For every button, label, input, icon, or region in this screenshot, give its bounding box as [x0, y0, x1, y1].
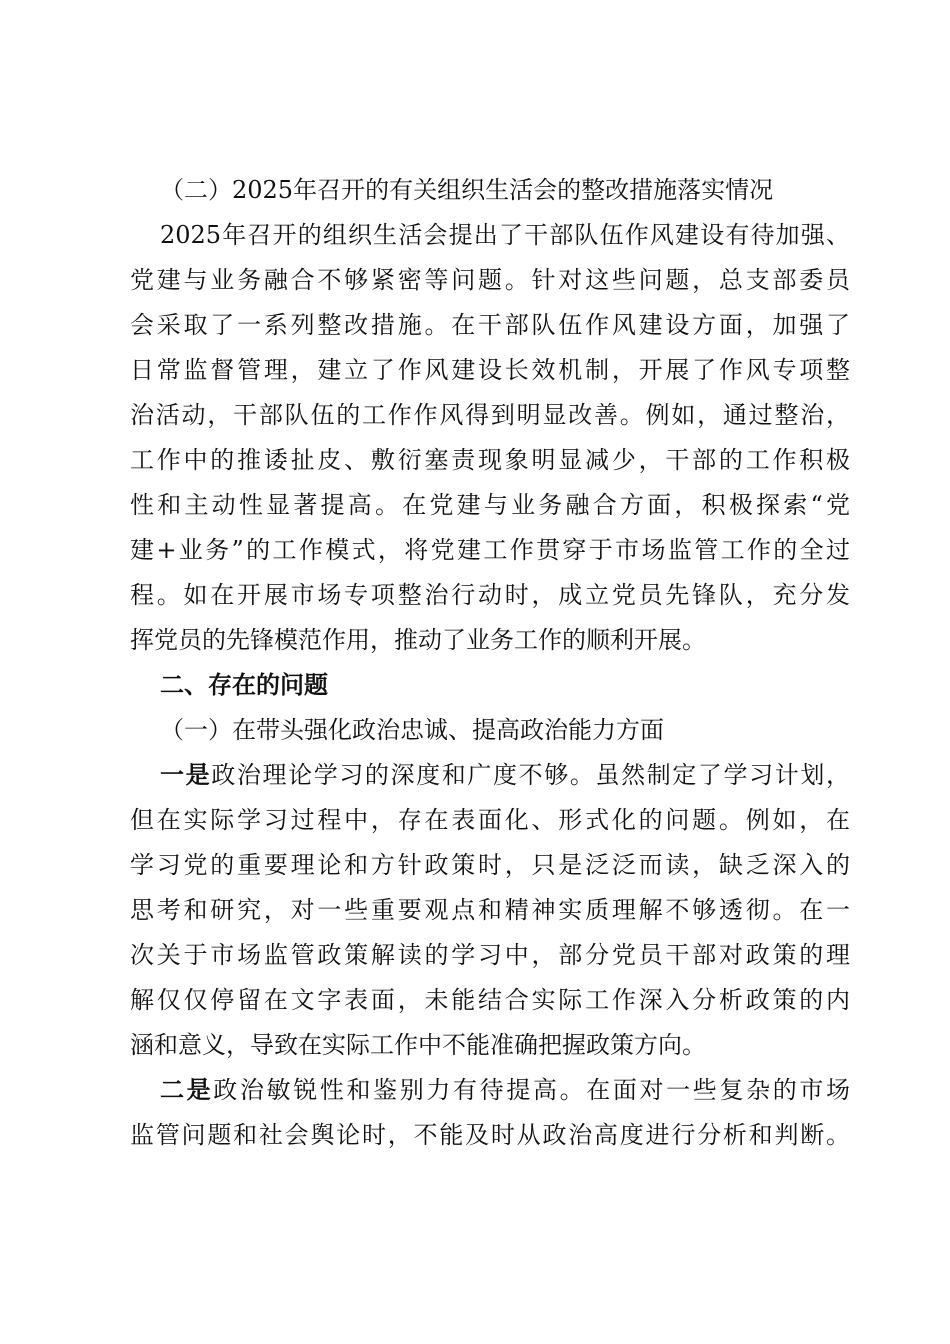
paragraph-line: 治活动，干部队伍的工作作风得到明显改善。例如，通过整治，	[130, 401, 850, 429]
paragraph-point-two	[130, 1068, 850, 1158]
paragraph-line: 学习党的重要理论和方针政策时，只是泛泛而读，缺乏深入的	[130, 851, 850, 879]
paragraph-line-text: 政治理论学习的深度和广度不够。虽然制定了学习计划，	[211, 761, 851, 789]
paragraph-line-text: 政治敏锐性和鉴别力有待提高。在面对一些复杂的市场	[213, 1076, 850, 1104]
section-title: （二）2025年召开的有关组织生活会的整改措施落实情况	[160, 176, 774, 204]
paragraph-line: 性和主动性显著提高。在党建与业务融合方面，积极探索“党	[130, 491, 850, 519]
subheading-political-loyalty: （一）在带头强化政治忠诚、提高政治能力方面	[160, 716, 664, 744]
paragraph-line: 党建与业务融合不够紧密等问题。针对这些问题，总支部委员	[130, 266, 850, 294]
paragraph-rectification	[130, 213, 850, 663]
paragraph-line: 涵和意义，导致在实际工作中不能准确把握政策方向。	[130, 1031, 706, 1059]
paragraph-line: 但在实际学习过程中，存在表面化、形式化的问题。例如，在	[130, 806, 850, 834]
paragraph-point-one	[130, 753, 850, 1068]
point-prefix: 一是	[160, 761, 212, 789]
paragraph-line	[130, 1068, 850, 1113]
paragraph-line: 程。如在开展市场专项整治行动时，成立党员先锋队，充分发	[130, 581, 850, 609]
paragraph-line: 解仅仅停留在文字表面，未能结合实际工作深入分析政策的内	[130, 986, 850, 1014]
paragraph-line: 工作中的推诿扯皮、敷衍塞责现象明显减少，干部的工作积极	[130, 446, 850, 474]
paragraph-line	[130, 753, 850, 798]
paragraph-line: 挥党员的先锋模范作用，推动了业务工作的顺利开展。	[130, 626, 706, 654]
point-prefix: 二是	[160, 1076, 214, 1104]
paragraph-line: 2025年召开的组织生活会提出了干部队伍作风建设有待加强、	[160, 221, 850, 249]
paragraph-line: 日常监督管理，建立了作风建设长效机制，开展了作风专项整	[130, 356, 850, 384]
paragraph-line: 会采取了一系列整改措施。在干部队伍作风建设方面，加强了	[130, 311, 850, 339]
paragraph-line: 思考和研究，对一些重要观点和精神实质理解不够透彻。在一	[130, 896, 850, 924]
paragraph-line: 监管问题和社会舆论时，不能及时从政治高度进行分析和判断。	[130, 1121, 850, 1149]
paragraph-line: 建+业务”的工作模式，将党建工作贯穿于市场监管工作的全过	[130, 536, 850, 564]
paragraph-line: 次关于市场监管政策解读的学习中，部分党员干部对政策的理	[130, 941, 850, 969]
heading-problems: 二、存在的问题	[160, 671, 328, 699]
document-body	[130, 168, 850, 1158]
